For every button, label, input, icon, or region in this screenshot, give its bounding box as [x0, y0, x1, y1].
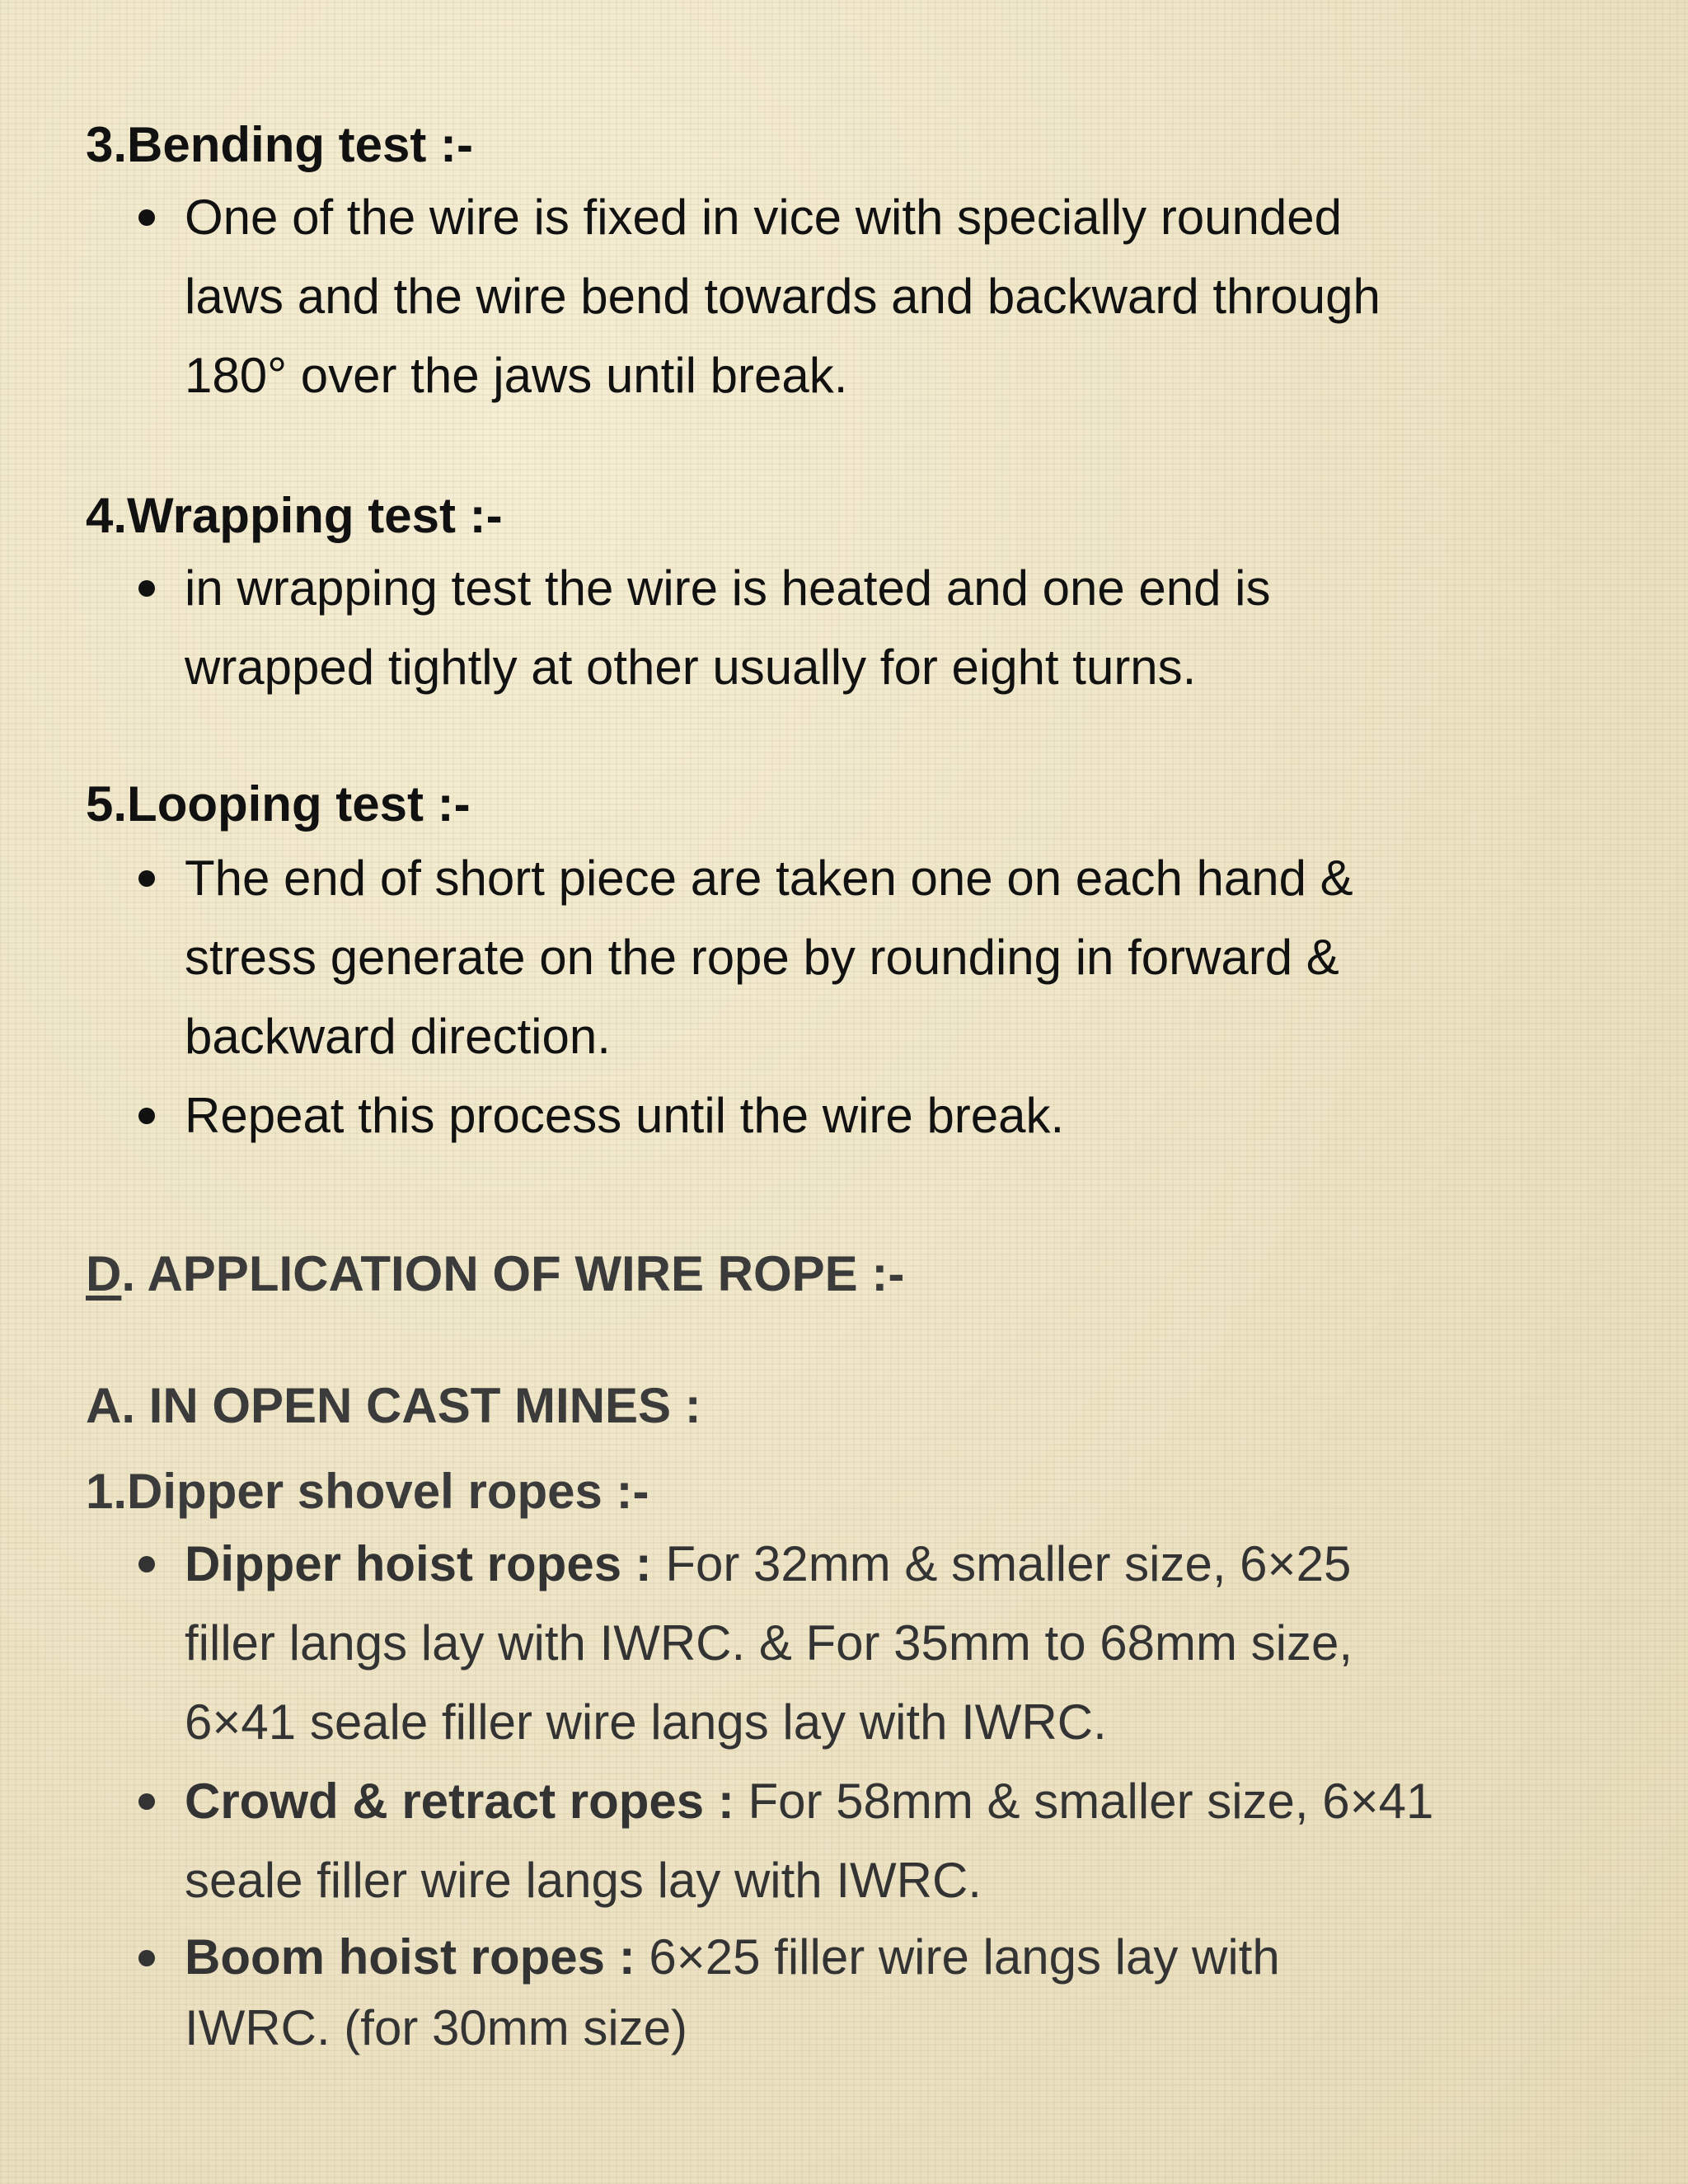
list-item: [0, 1525, 1619, 1762]
bullet-icon: [138, 580, 155, 597]
open-cast-heading: A. IN OPEN CAST MINES :: [86, 1378, 701, 1433]
bending-test-list: [0, 178, 1619, 415]
application-heading: [86, 1244, 904, 1304]
text-line: filler langs lay with IWRC. & For 35mm to 68mm size,: [185, 1615, 1353, 1671]
text-line: IWRC. (for 30mm size): [185, 2000, 688, 2055]
list-item: [0, 1076, 1619, 1155]
text-line: backward direction.: [185, 1009, 611, 1064]
bullet-icon: [138, 1793, 155, 1810]
bullet-icon: [138, 1108, 155, 1124]
text-line: laws and the wire bend towards and backward through: [185, 269, 1381, 324]
looping-test-list: [0, 839, 1619, 1155]
term-label: Crowd & retract ropes :: [185, 1774, 734, 1829]
text-line: 6×41 seale filler wire langs lay with IWRC.: [185, 1694, 1107, 1750]
text-line: in wrapping test the wire is heated and one end is: [185, 560, 1271, 616]
text-line: For 32mm & smaller size, 6×25: [651, 1536, 1352, 1591]
bullet-icon: [138, 209, 155, 226]
text-line: 180° over the jaws until break.: [185, 348, 848, 403]
term-label: Dipper hoist ropes :: [185, 1536, 652, 1591]
term-label: Boom hoist ropes :: [185, 1929, 635, 1985]
list-item: [0, 549, 1619, 707]
list-item: [0, 1922, 1619, 2064]
text-line: One of the wire is fixed in vice with specially rounded: [185, 190, 1343, 245]
text-line: Repeat this process until the wire break.: [185, 1088, 1065, 1143]
bending-test-heading: 3.Bending test :-: [86, 117, 474, 172]
dipper-shovel-list: [0, 1525, 1619, 2064]
text-line: seale filler wire langs lay with IWRC.: [185, 1853, 982, 1908]
text-line: 6×25 filler wire langs lay with: [635, 1929, 1280, 1985]
application-heading-letter: D: [86, 1246, 122, 1301]
bullet-icon: [138, 870, 155, 887]
text-line: For 58mm & smaller size, 6×41: [734, 1774, 1434, 1829]
dipper-shovel-heading: 1.Dipper shovel ropes :-: [86, 1464, 649, 1519]
list-item: [0, 839, 1619, 1076]
application-heading-text: . APPLICATION OF WIRE ROPE :-: [121, 1246, 905, 1301]
bullet-icon: [138, 1950, 155, 1966]
list-item: [0, 178, 1619, 415]
list-item: [0, 1762, 1619, 1920]
bullet-icon: [138, 1556, 155, 1572]
looping-test-heading: 5.Looping test :-: [86, 776, 471, 832]
wrapping-test-heading: 4.Wrapping test :-: [86, 488, 503, 543]
wrapping-test-list: [0, 549, 1619, 707]
text-line: wrapped tightly at other usually for eight turns.: [185, 640, 1197, 695]
text-line: stress generate on the rope by rounding in forward &: [185, 930, 1339, 985]
text-line: The end of short piece are taken one on each hand &: [185, 851, 1353, 906]
